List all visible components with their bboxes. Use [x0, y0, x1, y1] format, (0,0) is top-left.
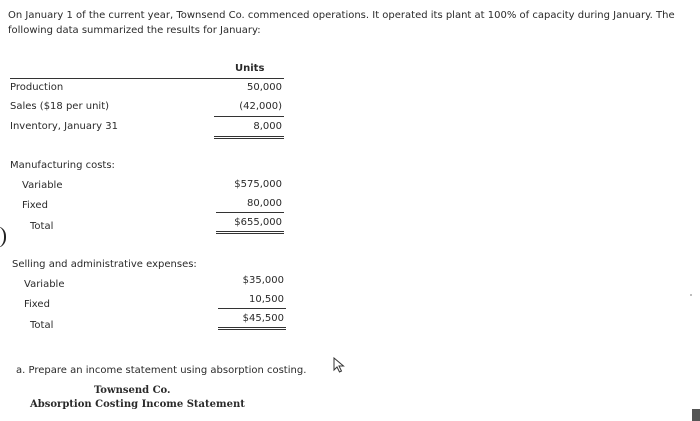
sales-label: Sales ($18 per unit): [10, 101, 110, 112]
mfg-fixed-underline: [216, 212, 284, 213]
inventory-double-underline-1: [214, 136, 284, 137]
statement-company: Townsend Co.: [94, 385, 171, 396]
question-a: a. Prepare an income statement using absorption costing.: [16, 365, 307, 376]
statement-title: Absorption Costing Income Statement: [30, 399, 245, 410]
sa-variable-value: $35,000: [242, 275, 284, 286]
manufacturing-heading: Manufacturing costs:: [10, 160, 115, 171]
production-value: 50,000: [247, 82, 282, 93]
sa-fixed-value: 10,500: [249, 294, 284, 305]
mfg-fixed-label: Fixed: [22, 200, 48, 211]
sa-fixed-label: Fixed: [24, 299, 50, 310]
mfg-total-double-underline-1: [216, 231, 284, 232]
sa-total-label: Total: [30, 320, 54, 331]
mfg-total-value: $655,000: [234, 217, 282, 228]
selling-admin-heading: Selling and administrative expenses:: [12, 259, 197, 270]
inventory-value: 8,000: [253, 121, 282, 132]
sa-total-double-underline-2: [218, 329, 286, 330]
inventory-label: Inventory, January 31: [10, 121, 118, 132]
inventory-double-underline-2: [214, 138, 284, 139]
stray-dot: [690, 294, 692, 296]
sales-underline: [214, 116, 284, 117]
sa-total-value: $45,500: [242, 313, 284, 324]
units-column-header: Units: [235, 63, 265, 74]
sales-value: (42,000): [239, 101, 282, 112]
sa-total-double-underline-1: [218, 327, 286, 328]
mfg-total-double-underline-2: [216, 233, 284, 234]
sa-variable-label: Variable: [24, 279, 65, 290]
mfg-variable-value: $575,000: [234, 179, 282, 190]
mouse-pointer-icon: [333, 357, 345, 373]
mfg-total-label: Total: [30, 221, 54, 232]
sa-fixed-underline: [218, 308, 286, 309]
table-top-rule: [10, 78, 284, 79]
mfg-fixed-value: 80,000: [247, 198, 282, 209]
page-edge-bracket: [0, 226, 6, 248]
corner-scroll-mark: [692, 409, 700, 421]
mfg-variable-label: Variable: [22, 180, 63, 191]
intro-paragraph: On January 1 of the current year, Townsend Co. commenced operations. It operated its plant at 100% of capacity during January. The following data summarized the results for January:: [8, 10, 675, 36]
production-label: Production: [10, 82, 64, 93]
